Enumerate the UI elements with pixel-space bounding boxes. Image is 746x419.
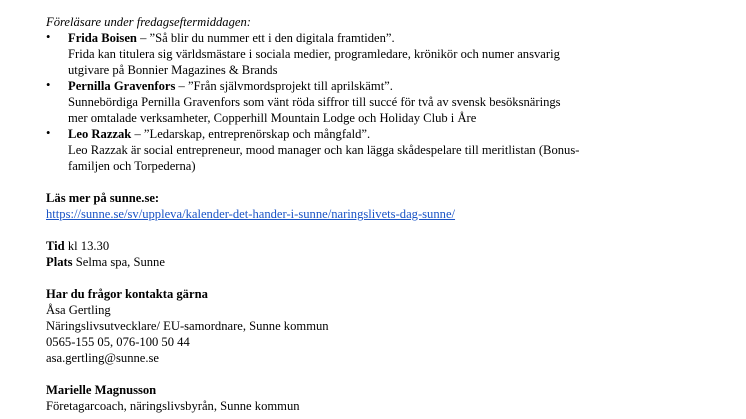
document-body <box>46 14 726 414</box>
speaker-talk-title: ”Så blir du nummer ett i den digitala framtiden”. <box>149 31 395 45</box>
time-row <box>46 238 726 254</box>
speaker-separator: – <box>131 127 144 141</box>
speaker-description: familjen och Torpederna) <box>68 159 196 173</box>
speaker-item <box>46 126 726 174</box>
event-link[interactable]: https://sunne.se/sv/uppleva/kalender-det-hander-i-sunne/naringslivets-dag-sunne/ <box>46 207 456 221</box>
speaker-separator: – <box>136 31 150 45</box>
speaker-talk-title: ”Från självmordsprojekt till aprilskämt”. <box>187 79 393 93</box>
speaker-name: Frida Boisen <box>68 31 137 45</box>
speaker-list <box>46 30 726 174</box>
speaker-item <box>46 78 726 126</box>
speaker-talk-title: ”Ledarskap, entreprenörskap och mångfald”. <box>143 127 371 141</box>
contact-email: asa.gertling@sunne.se <box>46 351 160 365</box>
contact-name-2: Marielle Magnusson <box>46 383 157 397</box>
speaker-separator: – <box>175 79 188 93</box>
bullet-icon: • <box>46 30 51 44</box>
speaker-name: Leo Razzak <box>68 127 132 141</box>
contact-title-2: Företagarcoach, näringslivsbyrån, Sunne kommun <box>46 399 300 413</box>
speakers-intro: Föreläsare under fredagseftermiddagen: <box>46 15 251 29</box>
place-value: Selma spa, Sunne <box>72 255 165 269</box>
speaker-description: Leo Razzak är social entrepreneur, mood manager och kan lägga skådespelare till meritlistan (Bonus- <box>68 143 580 157</box>
contact-name: Åsa Gertling <box>46 303 111 317</box>
speaker-description: utgivare på Bonnier Magazines & Brands <box>68 63 278 77</box>
bullet-icon: • <box>46 78 51 92</box>
bullet-icon: • <box>46 126 51 140</box>
contact-phone: 0565-155 05, 076-100 50 44 <box>46 335 190 349</box>
time-value: kl 13.30 <box>64 239 110 253</box>
speaker-description: Sunnebördiga Pernilla Gravenfors som vänt röda siffror till succé för två av svensk besöksnärings <box>68 95 561 109</box>
place-row <box>46 254 726 270</box>
read-more-heading: Läs mer på sunne.se: <box>46 191 160 205</box>
time-label: Tid <box>46 239 65 253</box>
speaker-item <box>46 30 726 78</box>
contact-title: Näringslivsutvecklare/ EU-samordnare, Sunne kommun <box>46 319 329 333</box>
speaker-description: Frida kan titulera sig världsmästare i sociala medier, programledare, krönikör och numer ansvarig <box>68 47 560 61</box>
speaker-name: Pernilla Gravenfors <box>68 79 176 93</box>
speaker-description: mer omtalade verksamheter, Copperhill Mountain Lodge och Holiday Club i Åre <box>68 111 477 125</box>
place-label: Plats <box>46 255 73 269</box>
contact-heading: Har du frågor kontakta gärna <box>46 287 208 301</box>
